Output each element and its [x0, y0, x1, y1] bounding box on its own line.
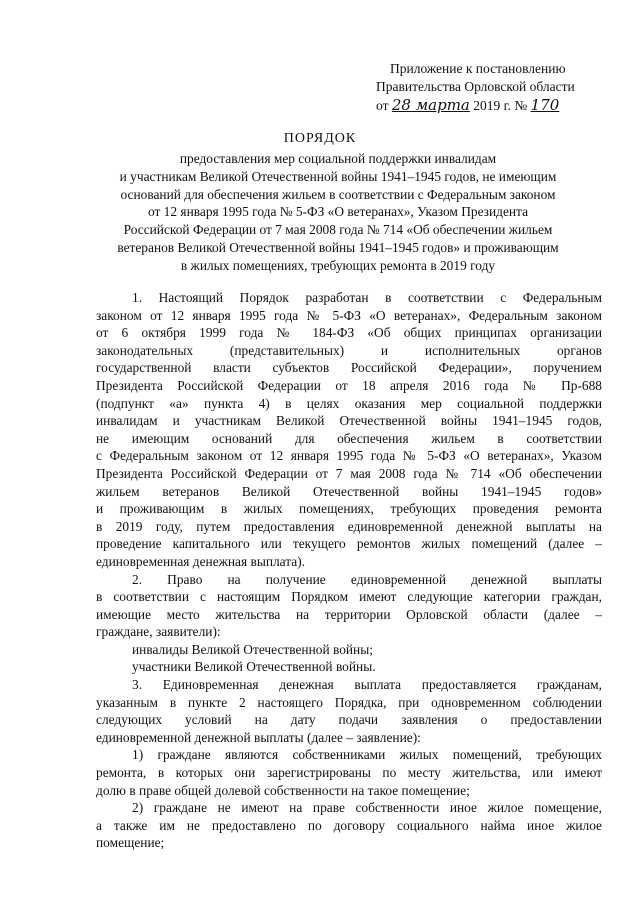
paragraph-line: в соответствии с настоящим Порядком имеют следующие категории граждан, [96, 589, 602, 605]
paragraph [96, 746, 602, 799]
paragraph-line: ремонта, в которых они зарегистрированы по месту жительства, или имеют [96, 765, 602, 781]
paragraph-line: единовременной денежной выплаты (далее – заявление): [96, 729, 421, 745]
paragraph-line: Президента Российской Федерации от 7 мая 2008 года № 714 «Об обеспечении [96, 465, 602, 481]
paragraph-line: 2. Право на получение единовременной денежной выплаты [132, 571, 602, 587]
paragraph-line: долю в праве общей долевой собственности на такое помещение; [96, 782, 470, 798]
handwritten-date: 28 марта [391, 96, 470, 114]
paragraph-line: 1) граждане являются собственниками жилых помещений, требующих [132, 747, 602, 763]
paragraph-line: единовременная денежная выплата). [96, 553, 306, 569]
document-body [96, 289, 602, 852]
subtitle-line: ветеранов Великой Отечественной войны 1941–1945 годов» и проживающим [117, 239, 559, 255]
paragraph-line: законодательных (представительных) и исполнительных органов [96, 342, 602, 358]
paragraph-line: инвалиды Великой Отечественной войны; [132, 641, 373, 657]
paragraph-line: государственной власти субъектов Российской Федерации», поручением [96, 360, 602, 376]
paragraph-line: указанным в пункте 2 настоящего Порядка, при одновременном соблюдении [96, 694, 602, 710]
paragraph-line: в 2019 году, путем предоставления единовременной денежной выплаты на [96, 518, 602, 534]
paragraph-line: и проживающим в жилых помещениях, требующих проведения ремонта [96, 501, 602, 517]
paragraph-line: имеющие место жительства на территории Орловской области (далее – [96, 606, 602, 622]
subtitle-line: Российской Федерации от 7 мая 2008 года № 714 «Об обеспечении жильем [123, 222, 553, 238]
appendix-line-2: Правительства Орловской области [376, 79, 575, 94]
paragraph-line: Президента Российской Федерации от 18 апреля 2016 года № Пр-688 [96, 377, 602, 393]
paragraph [96, 289, 602, 571]
paragraph-line: а также им не предоставлено по договору социального найма иное жилое [96, 817, 602, 833]
paragraph [96, 641, 602, 659]
paragraph-line: инвалидам и участникам Великой Отечественной войны 1941–1945 годов, [96, 413, 602, 429]
paragraph [96, 658, 602, 676]
appendix-line-3 [376, 96, 608, 115]
paragraph-line: помещение; [96, 835, 165, 851]
paragraph-line: не имеющим оснований для обеспечения жильем в соответствии [96, 430, 602, 446]
subtitle-line: в жилых помещениях, требующих ремонта в 2019 году [180, 257, 496, 273]
paragraph-line: 3. Единовременная денежная выплата предоставляется гражданам, [132, 677, 602, 693]
document-title: ПОРЯДОК [283, 131, 357, 146]
paragraph-line: 2) граждане не имеют на праве собственности иное жилое помещение, [132, 800, 602, 816]
appendix-line-1: Приложение к постановлению [390, 61, 566, 76]
handwritten-number: 170 [530, 96, 560, 114]
paragraph-line: законом от 12 января 1995 года № 5-ФЗ «О ветеранах», Федеральным законом [96, 307, 602, 323]
document-subtitle [96, 150, 580, 275]
subtitle-line: оснований для обеспечения жильем в соответствии с Федеральным законом [120, 186, 556, 202]
paragraph-line: (подпункт «а» пункта 4) в целях оказания мер социальной поддержки [96, 395, 602, 411]
paragraph [96, 799, 602, 852]
paragraph-line: проведение капитального или текущего ремонтов жилых помещений (далее – [96, 536, 602, 552]
subtitle-line: предоставления мер социальной поддержки инвалидам [179, 151, 497, 166]
appendix-from-label: от [376, 98, 389, 113]
paragraph [96, 571, 602, 641]
paragraph-line: жильем ветеранов Великой Отечественной войны 1941–1945 годов» [96, 483, 602, 499]
paragraph-line: участники Великой Отечественной войны. [132, 659, 376, 675]
paragraph-line: 1. Настоящий Порядок разработан в соответствии с Федеральным [132, 290, 602, 305]
appendix-header [376, 60, 608, 115]
subtitle-line: и участникам Великой Отечественной войны 1941–1945 годов, не имеющим [119, 168, 557, 184]
paragraph-line: от 6 октября 1999 года № 184-ФЗ «Об общих принципах организации [96, 325, 602, 341]
paragraph-line: граждане, заявители): [96, 624, 221, 640]
subtitle-line: от 12 января 1995 года № 5-ФЗ «О ветеранах», Указом Президента [147, 204, 529, 220]
paragraph-line: с Федеральным законом от 12 января 1995 года № 5-ФЗ «О ветеранах», Указом [96, 448, 602, 464]
paragraph [96, 676, 602, 746]
appendix-year-number-label: 2019 г. № [473, 98, 528, 113]
paragraph-line: следующих условий на дату подачи заявления о предоставлении [96, 712, 602, 728]
